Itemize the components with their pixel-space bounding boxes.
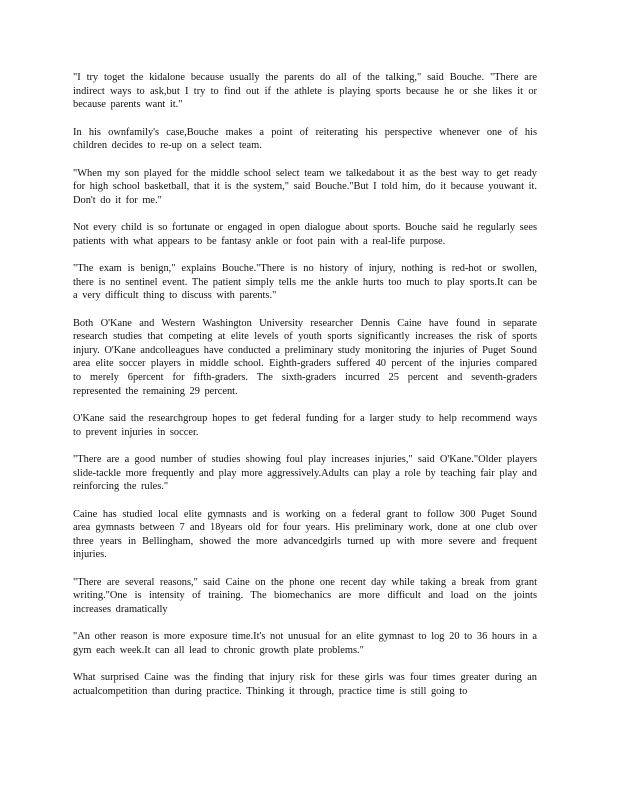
paragraph-4: Not every child is so fortunate or engaged in open dialogue about sports. Bouche said he regularly sees patients with what appears to be fantasy ankle or foot pain with a real-life purpose. bbox=[73, 222, 537, 247]
paragraph-3: "When my son played for the middle school select team we talkedabout it as the best way to get ready for high school basketball, that it is the system," said Bouche."But I told him, do it because youwant it. Don't do it for me." bbox=[73, 167, 537, 206]
paragraph-9: Caine has studied local elite gymnasts and is working on a federal grant to follow 300 Puget Sound area gymnasts between 7 and 18years old for four years. His preliminary work, done at one club over three years in Bellingham, showed the more advancedgirls turned up with more severe and frequent injuries. bbox=[73, 508, 537, 561]
paragraph-10: "There are several reasons," said Caine on the phone one recent day while taking a break from grant writing."One is intensity of training. The biomechanics are more difficult and load on the joints increases dramatically bbox=[73, 576, 537, 615]
paragraph-7: O'Kane said the researchgroup hopes to get federal funding for a larger study to help recommend ways to prevent injuries in soccer. bbox=[73, 413, 537, 438]
paragraph-1: "I try toget the kidalone because usually the parents do all of the talking," said Bouche. "There are indirect ways to ask,but I try to find out if the athlete is playing sports because he or she likes it or because parents want it." bbox=[73, 72, 537, 111]
paragraph-12: What surprised Caine was the finding that injury risk for these girls was four times greater during an actualcompetition than during practice. Thinking it through, practice time is still going to bbox=[73, 672, 537, 697]
paragraph-6: Both O'Kane and Western Washington University researcher Dennis Caine have found in separate research studies that competing at elite levels of youth sports significantly increases the risk of sports injury. O'Kane andcolleagues have conducted a preliminary study monitoring the injuries of Puget Sound area elite soccer players in middle school. Eighth-graders suffered 40 percent of the injuries compared to merely 6percent for fifth-graders. The sixth-graders incurred 25 percent and seventh-graders represented the remaining 29 percent. bbox=[73, 317, 537, 397]
paragraph-2: In his ownfamily's case,Bouche makes a point of reiterating his perspective whenever one of his children decides to re-up on a select team. bbox=[73, 126, 537, 152]
paragraph-5: "The exam is benign," explains Bouche."There is no history of injury, nothing is red-hot or swollen, there is no sentinel event. The patient simply tells me the ankle hurts too much to play sports.It can be a very difficult thing to discuss with parents." bbox=[73, 263, 537, 302]
paragraph-11: "An other reason is more exposure time.It's not unusual for an elite gymnast to log 20 to 36 hours in a gym each week.It can all lead to chronic growth plate problems." bbox=[73, 631, 537, 656]
paragraph-8: "There are a good number of studies showing foul play increases injuries," said O'Kane."Older players slide-tackle more frequently and play more aggressively.Adults can play a role by teaching fair play and reinforcing the rules." bbox=[73, 454, 537, 493]
article-body bbox=[73, 71, 537, 712]
